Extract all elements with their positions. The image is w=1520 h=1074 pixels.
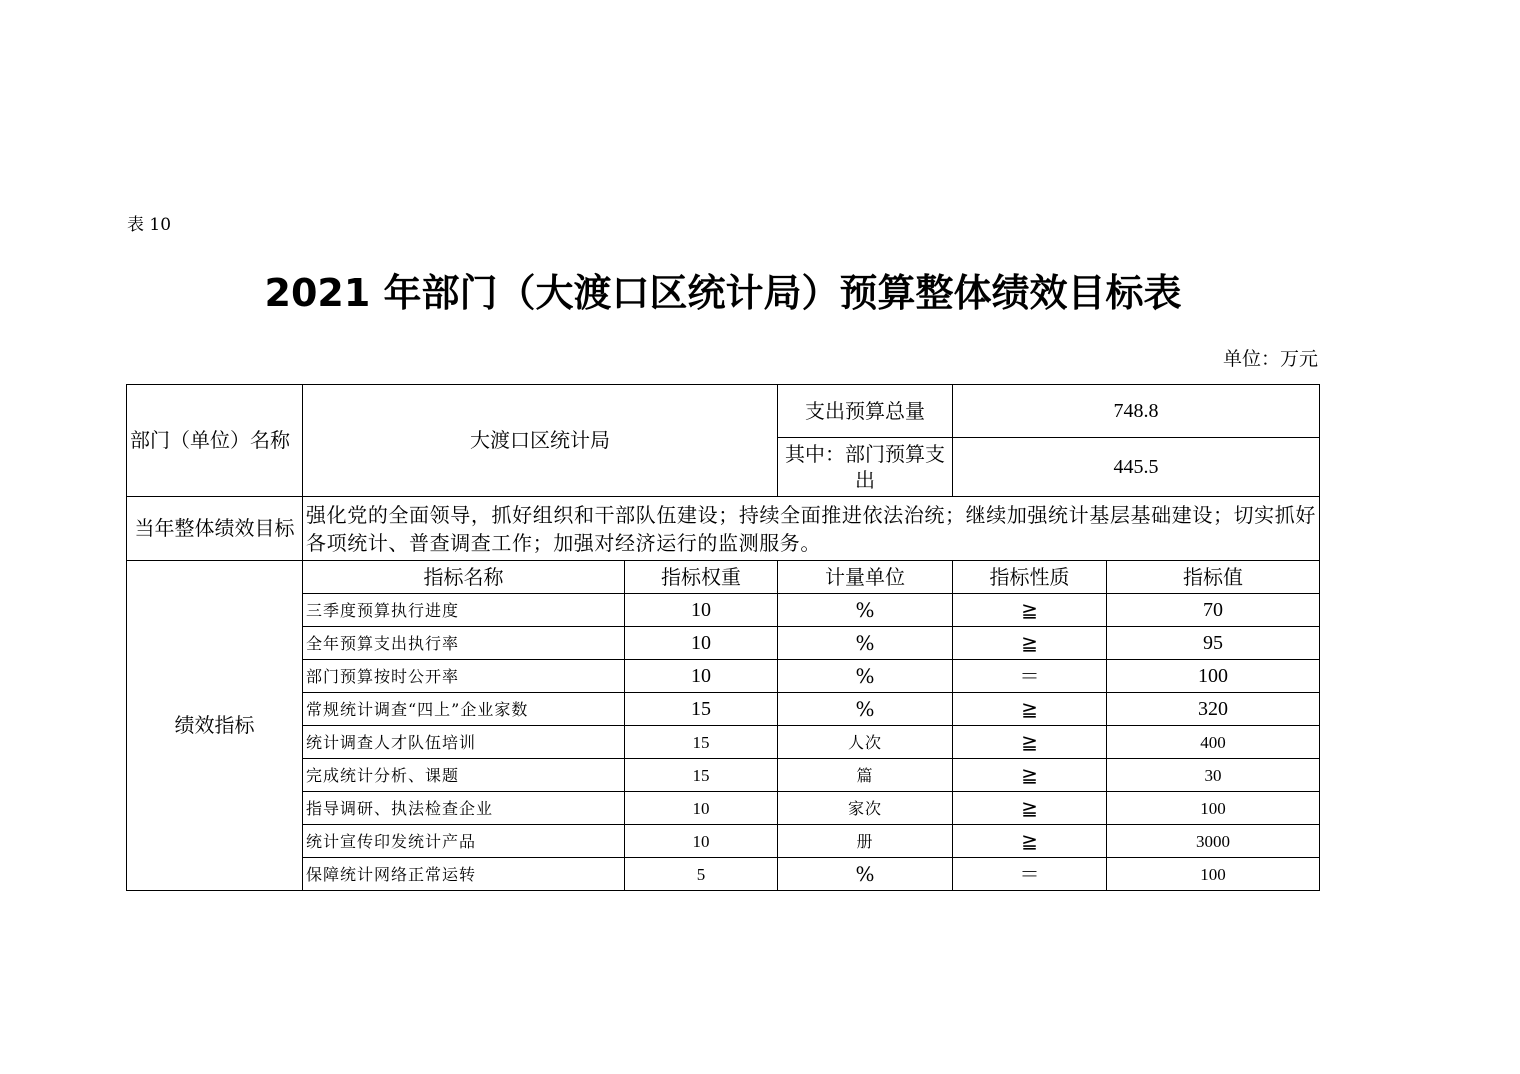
indicator-name: 统计调查人才队伍培训 bbox=[303, 726, 625, 759]
indicator-value: 3000 bbox=[1107, 825, 1320, 858]
table-row bbox=[127, 726, 1320, 759]
page-title: 2021 年部门（大渡口区统计局）预算整体绩效目标表 bbox=[264, 271, 1182, 315]
indicator-weight: 15 bbox=[625, 759, 778, 792]
indicator-value: 95 bbox=[1107, 627, 1320, 660]
table-row bbox=[127, 792, 1320, 825]
indicator-nature: ≧ bbox=[953, 726, 1107, 759]
table-number: 表 10 bbox=[127, 215, 172, 235]
table-row bbox=[127, 693, 1320, 726]
indicator-header-row bbox=[127, 561, 1320, 594]
dept-budget-label: 其中：部门预算支出 bbox=[778, 438, 953, 497]
table-row bbox=[127, 627, 1320, 660]
indicator-unit: 人次 bbox=[778, 726, 953, 759]
indicator-nature: ＝ bbox=[953, 858, 1107, 891]
indicator-weight: 10 bbox=[625, 627, 778, 660]
indicator-value: 30 bbox=[1107, 759, 1320, 792]
indicator-weight: 10 bbox=[625, 660, 778, 693]
indicator-unit: % bbox=[778, 627, 953, 660]
goal-row bbox=[127, 497, 1320, 561]
indicator-value: 100 bbox=[1107, 792, 1320, 825]
header-name: 指标名称 bbox=[303, 561, 625, 594]
indicator-name: 指导调研、执法检查企业 bbox=[303, 792, 625, 825]
header-weight: 指标权重 bbox=[625, 561, 778, 594]
indicator-weight: 15 bbox=[625, 693, 778, 726]
indicator-unit: % bbox=[778, 858, 953, 891]
indicator-value: 100 bbox=[1107, 660, 1320, 693]
indicator-nature: ≧ bbox=[953, 825, 1107, 858]
table-row bbox=[127, 660, 1320, 693]
dept-row-1 bbox=[127, 385, 1320, 438]
table-row bbox=[127, 858, 1320, 891]
indicator-weight: 10 bbox=[625, 792, 778, 825]
indicator-name: 三季度预算执行进度 bbox=[303, 594, 625, 627]
table-row bbox=[127, 594, 1320, 627]
total-budget-label: 支出预算总量 bbox=[778, 385, 953, 438]
indicator-value: 100 bbox=[1107, 858, 1320, 891]
dept-name-value: 大渡口区统计局 bbox=[303, 385, 778, 497]
indicator-weight: 15 bbox=[625, 726, 778, 759]
indicator-nature: ≧ bbox=[953, 627, 1107, 660]
unit-label: 单位：万元 bbox=[1222, 348, 1318, 370]
indicator-unit: 家次 bbox=[778, 792, 953, 825]
indicator-unit: 篇 bbox=[778, 759, 953, 792]
indicator-value: 70 bbox=[1107, 594, 1320, 627]
indicator-name: 统计宣传印发统计产品 bbox=[303, 825, 625, 858]
indicator-name: 部门预算按时公开率 bbox=[303, 660, 625, 693]
indicator-name: 全年预算支出执行率 bbox=[303, 627, 625, 660]
goal-label: 当年整体绩效目标 bbox=[127, 497, 303, 561]
header-value: 指标值 bbox=[1107, 561, 1320, 594]
performance-table bbox=[126, 384, 1320, 891]
indicator-label: 绩效指标 bbox=[127, 561, 303, 891]
indicator-name: 保障统计网络正常运转 bbox=[303, 858, 625, 891]
indicator-weight: 5 bbox=[625, 858, 778, 891]
indicator-nature: ≧ bbox=[953, 792, 1107, 825]
indicator-nature: ＝ bbox=[953, 660, 1107, 693]
indicator-unit: % bbox=[778, 594, 953, 627]
indicator-name: 完成统计分析、课题 bbox=[303, 759, 625, 792]
dept-name-label: 部门（单位）名称 bbox=[127, 385, 303, 497]
indicator-unit: 册 bbox=[778, 825, 953, 858]
indicator-unit: % bbox=[778, 693, 953, 726]
total-budget-value: 748.8 bbox=[953, 385, 1320, 438]
dept-budget-value: 445.5 bbox=[953, 438, 1320, 497]
indicator-value: 400 bbox=[1107, 726, 1320, 759]
indicator-nature: ≧ bbox=[953, 693, 1107, 726]
indicator-weight: 10 bbox=[625, 825, 778, 858]
goal-text: 强化党的全面领导，抓好组织和干部队伍建设；持续全面推进依法治统；继续加强统计基层基础建设；切实抓好各项统计、普查调查工作；加强对经济运行的监测服务。 bbox=[303, 497, 1320, 561]
indicator-nature: ≧ bbox=[953, 594, 1107, 627]
header-unit: 计量单位 bbox=[778, 561, 953, 594]
indicator-value: 320 bbox=[1107, 693, 1320, 726]
indicator-unit: % bbox=[778, 660, 953, 693]
indicator-weight: 10 bbox=[625, 594, 778, 627]
table-row bbox=[127, 825, 1320, 858]
indicator-nature: ≧ bbox=[953, 759, 1107, 792]
header-nature: 指标性质 bbox=[953, 561, 1107, 594]
table-row bbox=[127, 759, 1320, 792]
indicator-name: 常规统计调查“四上”企业家数 bbox=[303, 693, 625, 726]
